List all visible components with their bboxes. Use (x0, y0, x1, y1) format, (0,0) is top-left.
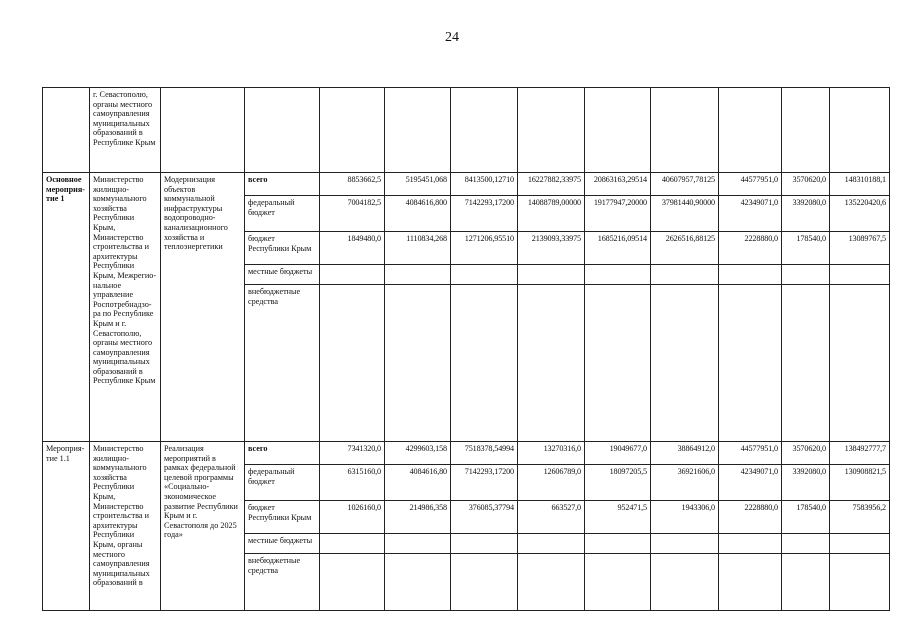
cell-value: 3392080,0 (782, 196, 830, 232)
cell-value: 1110834,268 (385, 232, 451, 265)
cell-executor: Министерство жилищно-коммунального хозяйства Республики Крым, Министерство строительства и архитектуры Республики Крым, Межрегио-нальное управление Роспотребнадзо-ра по Республике Крым и г. Севастополю, органы местного самоуправления муниципальных образований в Республике Крым (90, 173, 161, 442)
cell-value: 214986,358 (385, 501, 451, 534)
cell-value: 19049677,0 (585, 442, 651, 465)
cell-source: всего (245, 173, 320, 196)
cell-label (43, 88, 90, 173)
cell-value: 7341320,0 (320, 442, 385, 465)
cell-value: 14088789,00000 (518, 196, 585, 232)
cell-value: 12606789,0 (518, 465, 585, 501)
cell-executor: Министерство жилищно-коммунального хозяйства Республики Крым, Министерство строительства и архитектуры Республики Крым, органы местного самоуправления муниципальных образований в (90, 442, 161, 611)
cell-value: 130908821,5 (830, 465, 890, 501)
cell-source: федеральный бюджет (245, 465, 320, 501)
cell-value: 1685216,09514 (585, 232, 651, 265)
cell-source: внебюджетные средства (245, 554, 320, 611)
cell-value: 37981440,90000 (651, 196, 719, 232)
cell-value: 4299603,158 (385, 442, 451, 465)
cell-value: 18097205,5 (585, 465, 651, 501)
cell-value: 2228880,0 (719, 501, 782, 534)
cell-value: 952471,5 (585, 501, 651, 534)
cell-value: 20863163,29514 (585, 173, 651, 196)
cell-value: 7518378,54994 (451, 442, 518, 465)
cell-value: 44577951,0 (719, 173, 782, 196)
cell-value: 2626516,88125 (651, 232, 719, 265)
cell-value: 4084616,80 (385, 465, 451, 501)
cell-value: 3570620,0 (782, 442, 830, 465)
cell-value: 38864912,0 (651, 442, 719, 465)
cell-value: 663527,0 (518, 501, 585, 534)
cell-value: 4084616,800 (385, 196, 451, 232)
table-row-total (43, 442, 890, 465)
cell-value: 178540,0 (782, 232, 830, 265)
cell-value: 138492777,7 (830, 442, 890, 465)
cell-source (245, 88, 320, 173)
cell-value: 1271206,95510 (451, 232, 518, 265)
cell-value: 178540,0 (782, 501, 830, 534)
cell-source: всего (245, 442, 320, 465)
cell-value: 7004182,5 (320, 196, 385, 232)
cell-value: 148310188,1 (830, 173, 890, 196)
cell-value: 1026160,0 (320, 501, 385, 534)
cell-value: 5195451,068 (385, 173, 451, 196)
cell-executor: г. Севастополю, органы местного самоуправления муниципальных образований в Республике Крым (90, 88, 161, 173)
cell-label: Мероприя-тие 1.1 (43, 442, 90, 611)
cell-name (161, 88, 245, 173)
cell-value: 2139093,33975 (518, 232, 585, 265)
cell-value: 2228880,0 (719, 232, 782, 265)
cell-value: 8413500,12710 (451, 173, 518, 196)
cell-name: Модернизация объектов коммунальной инфраструктуры водопроводно-канализационного хозяйства и теплоэнергетики (161, 173, 245, 442)
cell-name: Реализация мероприятий в рамках федеральной целевой программы «Социально-экономическое развитие Республики Крым и г. Севастополя до 2025 года» (161, 442, 245, 611)
cell-value: 376085,37794 (451, 501, 518, 534)
cell-value: 13270316,0 (518, 442, 585, 465)
cell-value: 42349071,0 (719, 465, 782, 501)
cell-value: 6315160,0 (320, 465, 385, 501)
cell-source: бюджет Республики Крым (245, 501, 320, 534)
table-row-continuation (43, 88, 890, 173)
cell-value: 1849480,0 (320, 232, 385, 265)
page-number: 24 (445, 30, 459, 45)
cell-value: 40607957,78125 (651, 173, 719, 196)
cell-value: 135220420,6 (830, 196, 890, 232)
cell-source: местные бюджеты (245, 265, 320, 285)
cell-value: 1943306,0 (651, 501, 719, 534)
cell-value: 7142293,17200 (451, 465, 518, 501)
cell-value: 44577951,0 (719, 442, 782, 465)
cell-value: 8853662,5 (320, 173, 385, 196)
cell-value: 3392080,0 (782, 465, 830, 501)
cell-value: 13089767,5 (830, 232, 890, 265)
cell-value: 42349071,0 (719, 196, 782, 232)
cell-value: 16227882,33975 (518, 173, 585, 196)
cell-value: 3570620,0 (782, 173, 830, 196)
cell-source: местные бюджеты (245, 534, 320, 554)
cell-label: Основное мероприя-тие 1 (43, 173, 90, 442)
cell-source: бюджет Республики Крым (245, 232, 320, 265)
cell-source: внебюджетные средства (245, 285, 320, 442)
cell-value: 19177947,20000 (585, 196, 651, 232)
cell-value: 36921606,0 (651, 465, 719, 501)
table-row-total (43, 173, 890, 196)
cell-source: федеральный бюджет (245, 196, 320, 232)
cell-value: 7583956,2 (830, 501, 890, 534)
cell-value: 7142293,17200 (451, 196, 518, 232)
budget-table (42, 87, 890, 611)
